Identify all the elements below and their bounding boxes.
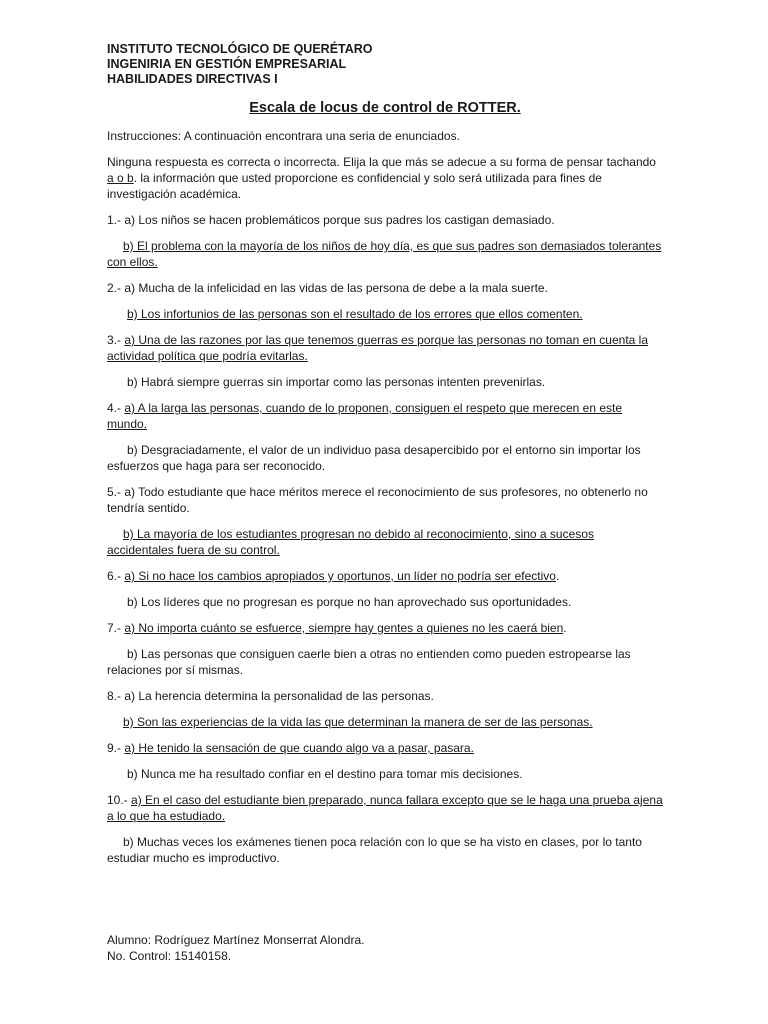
question-5-option-a <box>107 484 663 516</box>
question-1-option-a <box>107 212 663 228</box>
option-a-text: a) Los niños se hacen problemáticos porque sus padres los castigan demasiado. <box>124 213 555 227</box>
question-4-option-a <box>107 400 663 432</box>
option-b-text-selected: b) Los infortunios de las personas son el resultado de los errores que ellos comenten. <box>127 307 583 321</box>
note-text-before: Ninguna respuesta es correcta o incorrecta. Elija la que más se adecue a su forma de pensar tachando <box>107 155 656 169</box>
course-name: HABILIDADES DIRECTIVAS I <box>107 72 278 86</box>
question-10-option-b <box>107 834 663 866</box>
option-b-text-selected: b) Son las experiencias de la vida las que determinan la manera de ser de las personas. <box>123 715 593 729</box>
option-a-text: a) Todo estudiante que hace méritos merece el reconocimiento de sus profesores, no obtenerlo no tendría sentido. <box>107 485 648 515</box>
option-b-text: b) Habrá siempre guerras sin importar como las personas intenten prevenirlas. <box>127 375 546 389</box>
question-8-option-b <box>107 714 663 730</box>
question-number: 2.- <box>107 281 125 295</box>
student-info <box>107 932 663 964</box>
institution-name: INSTITUTO TECNOLÓGICO DE QUERÉTARO <box>107 42 373 56</box>
option-a-text-selected: a) No importa cuánto se esfuerce, siempre hay gentes a quienes no les caerá bien <box>124 621 564 635</box>
option-b-text-selected: b) La mayoría de los estudiantes progresan no debido al reconocimiento, sino a sucesos accidentales fuera de su control. <box>107 527 594 557</box>
option-a-tail: . <box>563 621 567 635</box>
option-a-tail: . <box>555 569 560 583</box>
student-name: Alumno: Rodríguez Martínez Monserrat Alondra. <box>107 933 365 947</box>
question-6-option-a <box>107 568 663 584</box>
question-number: 7.- <box>107 621 125 635</box>
question-number: 6.- <box>107 569 125 583</box>
option-a-text-selected: a) Si no hace los cambios apropiados y oportunos, un líder no podría ser efectivo <box>124 569 556 583</box>
question-8-option-a <box>107 688 663 704</box>
question-3-option-a <box>107 332 663 364</box>
option-a-text-selected: a) Una de las razones por las que tenemos guerras es porque las personas no toman en cuenta la actividad política que podría evitarlas. <box>107 333 648 363</box>
program-name: INGENIRIA EN GESTIÓN EMPRESARIAL <box>107 57 347 71</box>
note-choice-emphasis: a o b <box>107 171 134 185</box>
question-number: 3.- <box>107 333 125 347</box>
question-2-option-b <box>107 306 663 322</box>
option-b-text: b) Muchas veces los exámenes tienen poca relación con lo que se ha visto en clases, por lo tanto estudiar mucho es improductivo. <box>107 835 642 865</box>
question-4-option-b <box>107 442 663 474</box>
note-text-after: . la información que usted proporcione es confidencial y solo será utilizada para fines de investigación académica. <box>107 171 602 201</box>
instructions-note <box>107 154 663 202</box>
option-b-text: b) Nunca me ha resultado confiar en el destino para tomar mis decisiones. <box>127 767 523 781</box>
question-number: 1.- <box>107 213 125 227</box>
instructions-text: Instrucciones: A continuación encontrara una seria de enunciados. <box>107 129 460 143</box>
option-b-text-selected: b) El problema con la mayoría de los niños de hoy día, es que sus padres son demasiados tolerantes con ellos. <box>107 239 662 269</box>
question-9-option-b <box>107 766 663 782</box>
document-title: Escala de locus de control de ROTTER. <box>249 100 521 116</box>
option-a-text-selected: a) He tenido la sensación de que cuando algo va a pasar, pasara. <box>124 741 474 755</box>
question-3-option-b <box>107 374 663 390</box>
question-10-option-a <box>107 792 663 824</box>
question-9-option-a <box>107 740 663 756</box>
student-control-number: No. Control: 15140158. <box>107 949 232 963</box>
question-2-option-a <box>107 280 663 296</box>
question-7-option-b <box>107 646 663 678</box>
question-6-option-b <box>107 594 663 610</box>
option-b-text: b) Desgraciadamente, el valor de un individuo pasa desapercibido por el entorno sin importar los esfuerzos que haga para ser reconocido. <box>107 443 641 473</box>
question-1-option-b <box>107 238 663 270</box>
option-a-text-selected: a) En el caso del estudiante bien preparado, nunca fallara excepto que se le haga una prueba ajena a lo que ha estudiado. <box>107 793 663 823</box>
document-page <box>107 42 663 876</box>
question-number: 8.- <box>107 689 125 703</box>
question-5-option-b <box>107 526 663 558</box>
option-a-text: a) La herencia determina la personalidad de las personas. <box>124 689 434 703</box>
option-b-text: b) Las personas que consiguen caerle bien a otras no entienden como pueden estropearse las relaciones por sí mismas. <box>107 647 631 677</box>
option-a-text: a) Mucha de la infelicidad en las vidas de las persona de debe a la mala suerte. <box>124 281 548 295</box>
option-a-text-selected: a) A la larga las personas, cuando de lo proponen, consiguen el respeto que merecen en este mundo. <box>107 401 623 431</box>
question-number: 10.- <box>107 793 132 807</box>
question-7-option-a <box>107 620 663 636</box>
question-number: 5.- <box>107 485 125 499</box>
question-number: 4.- <box>107 401 125 415</box>
question-number: 9.- <box>107 741 125 755</box>
option-b-text: b) Los líderes que no progresan es porque no han aprovechado sus oportunidades. <box>127 595 572 609</box>
